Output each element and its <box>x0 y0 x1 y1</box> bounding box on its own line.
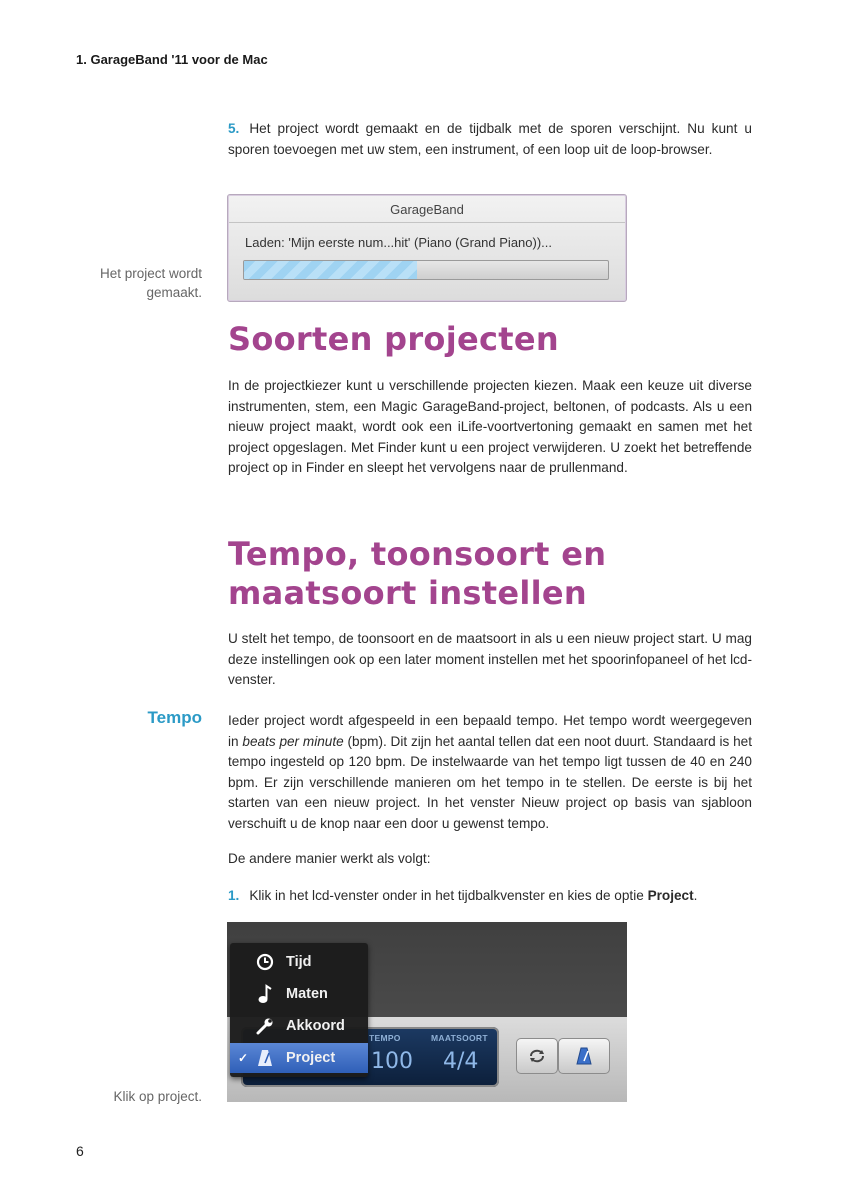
note-icon <box>254 984 276 1004</box>
wrench-icon <box>254 1017 276 1035</box>
menu-item-project[interactable] <box>230 1043 368 1073</box>
tempo-text-1: Ieder project wordt afgespeeld in een bepaald tempo. Het tempo wordt weergegeven in <box>228 713 752 749</box>
step-bold-option: Project <box>647 888 694 903</box>
menu-item-tijd[interactable] <box>230 947 368 977</box>
other-way-text: De andere manier werkt als volgt: <box>228 851 431 866</box>
metronome-icon <box>254 1049 276 1067</box>
lcd-maatsoort-label: MAATSOORT <box>431 1033 488 1043</box>
figure-caption-2: Klik op project. <box>113 1089 202 1104</box>
lcd-menu-screenshot <box>227 922 627 1102</box>
dialog-message: Laden: 'Mijn eerste num...hit' (Piano (Grand Piano))... <box>245 235 552 250</box>
dialog-divider <box>229 222 625 223</box>
clock-icon <box>254 953 276 971</box>
step-5 <box>228 119 752 160</box>
tempo-text-2: (bpm). Dit zijn het aantal tellen dat een noot duurt. Standaard is het tempo ingesteld op 120 bpm. De instelwaarde van het tempo ligt tussen de 40 en 240 bpm. Er zijn verschillende manieren om het tempo in te stellen. De eerste is bij het starten van een nieuw project. In het venster Nieuw project op basis van sjabloon verschuift u de knop naar een door u gewenst tempo. <box>228 733 752 831</box>
tempo-paragraph <box>228 711 752 835</box>
metronome-icon <box>576 1047 592 1065</box>
page-number: 6 <box>76 1143 84 1159</box>
step-number: 1. <box>228 888 240 903</box>
cycle-button[interactable] <box>516 1038 558 1074</box>
menu-item-label: Tijd <box>286 954 312 970</box>
section-intro: U stelt het tempo, de toonsoort en de maatsoort in als u een nieuw project start. U mag deze instellingen ook op een later moment instellen met het spoorinfopaneel of het lcd-venster. <box>228 631 752 688</box>
lcd-tempo-label: TEMPO <box>369 1033 401 1043</box>
step-number: 5. <box>228 121 240 136</box>
step-text: Het project wordt gemaakt en de tijdbalk met de sporen verschijnt. Nu kunt u sporen toevoegen met uw stem, een instrument, of een loop uit de loop-browser. <box>228 121 752 157</box>
lcd-mode-menu <box>230 943 368 1077</box>
menu-item-label: Project <box>286 1050 336 1066</box>
garageband-loading-dialog <box>227 194 627 302</box>
section-paragraph: In de projectkiezer kunt u verschillende projecten kiezen. Maak een keuze uit diverse instrumenten, stem, een Magic GarageBand-project, beltonen, of podcasts. Als u een nieuw project maakt, wordt ook een iLife-voortvertoning gemaakt en samen met het project opgeslagen. Met Finder kunt u een project verwijderen. U zoekt het betreffende project op in Finder en sleept het vervolgens naar de prullenmand. <box>228 378 752 476</box>
section-heading-soorten-projecten: Soorten projecten <box>228 320 559 358</box>
cycle-icon <box>527 1048 547 1064</box>
lcd-maatsoort-value: 4/4 <box>443 1049 479 1074</box>
lcd-tempo-value: 100 <box>371 1049 413 1074</box>
step-1 <box>228 886 752 907</box>
section-heading-tempo-line1: Tempo, toonsoort en <box>228 535 607 573</box>
section-heading-tempo-line2: maatsoort instellen <box>228 574 587 612</box>
tempo-emphasis: beats per minute <box>242 733 344 749</box>
progress-fill <box>244 261 417 279</box>
running-header: 1. GarageBand '11 voor de Mac <box>76 52 268 67</box>
menu-item-label: Akkoord <box>286 1018 345 1034</box>
menu-item-label: Maten <box>286 986 328 1002</box>
side-heading-tempo: Tempo <box>147 708 202 727</box>
checkmark-icon: ✓ <box>238 1051 249 1065</box>
loading-progress-bar <box>243 260 609 280</box>
step-text: Klik in het lcd-venster onder in het tijdbalkvenster en kies de optie <box>249 888 648 903</box>
figure-caption-1: Het project wordt gemaakt. <box>99 266 202 300</box>
menu-item-maten[interactable] <box>230 979 368 1009</box>
menu-item-akkoord[interactable] <box>230 1011 368 1041</box>
metronome-button[interactable] <box>558 1038 610 1074</box>
dialog-title: GarageBand <box>390 202 464 217</box>
step-text-end: . <box>693 888 698 903</box>
